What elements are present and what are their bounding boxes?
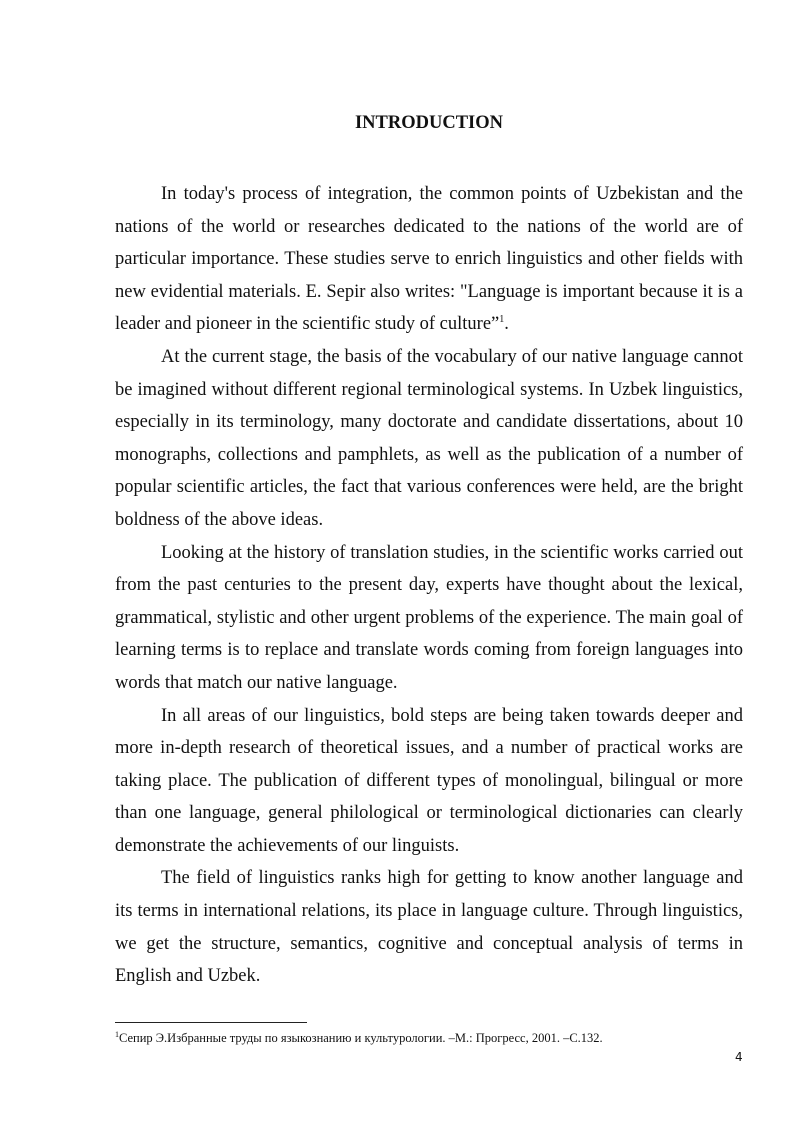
paragraph-2: At the current stage, the basis of the vocabulary of our native language cannot be imagined without different regional terminological systems. In Uzbek linguistics, especially in its terminology, many doctorate and candidate dissertations, about 10 monographs, collections and pamphlets, as well as the publication of a number of popular scientific articles, the fact that various conferences were held, are the bright boldness of the above ideas. xyxy=(115,346,743,530)
page-number: 4 xyxy=(735,1050,743,1064)
paragraph-text: In today's process of integration, the common points of Uzbekistan and the nations of the world or researches dedicated to the nations of the world are of particular importance. These studies serve to enrich linguistics and other fields with new evidential materials. E. Sepir also writes: "Language is important because it is a leader and pioneer in the scientific study of culture” xyxy=(115,184,743,335)
paragraph-5: The field of linguistics ranks high for getting to know another language and its terms in international relations, its place in language culture. Through linguistics, we get the structure, semantics, cognitive and conceptual analysis of terms in English and Uzbek. xyxy=(115,868,743,987)
footnote-reference: 1 xyxy=(499,314,505,326)
footnote-marker: 1 xyxy=(115,1029,119,1039)
footnote-divider xyxy=(115,1022,307,1023)
paragraph-4: In all areas of our linguistics, bold steps are being taken towards deeper and more in-depth research of theoretical issues, and a number of practical works are taking place. The publication of different types of monolingual, bilingual or more than one language, general philological or terminological dictionaries can clearly demonstrate the achievements of our linguists. xyxy=(115,705,743,856)
footnote xyxy=(115,1030,743,1046)
paragraph-tail: . xyxy=(504,314,509,335)
footnote-text: Сепир Э.Избранные труды по языкознанию и культурологии. –М.: Прогресс, 2001. –С.132. xyxy=(119,1031,603,1045)
body-text xyxy=(115,178,743,993)
paragraph-1 xyxy=(115,178,743,341)
page-title: INTRODUCTION xyxy=(354,113,504,133)
paragraph-3: Looking at the history of translation studies, in the scientific works carried out from the past centuries to the present day, experts have thought about the lexical, grammatical, stylistic and other urgent problems of the experience. The main goal of learning terms is to replace and translate words coming from foreign languages into words that match our native language. xyxy=(115,542,743,693)
